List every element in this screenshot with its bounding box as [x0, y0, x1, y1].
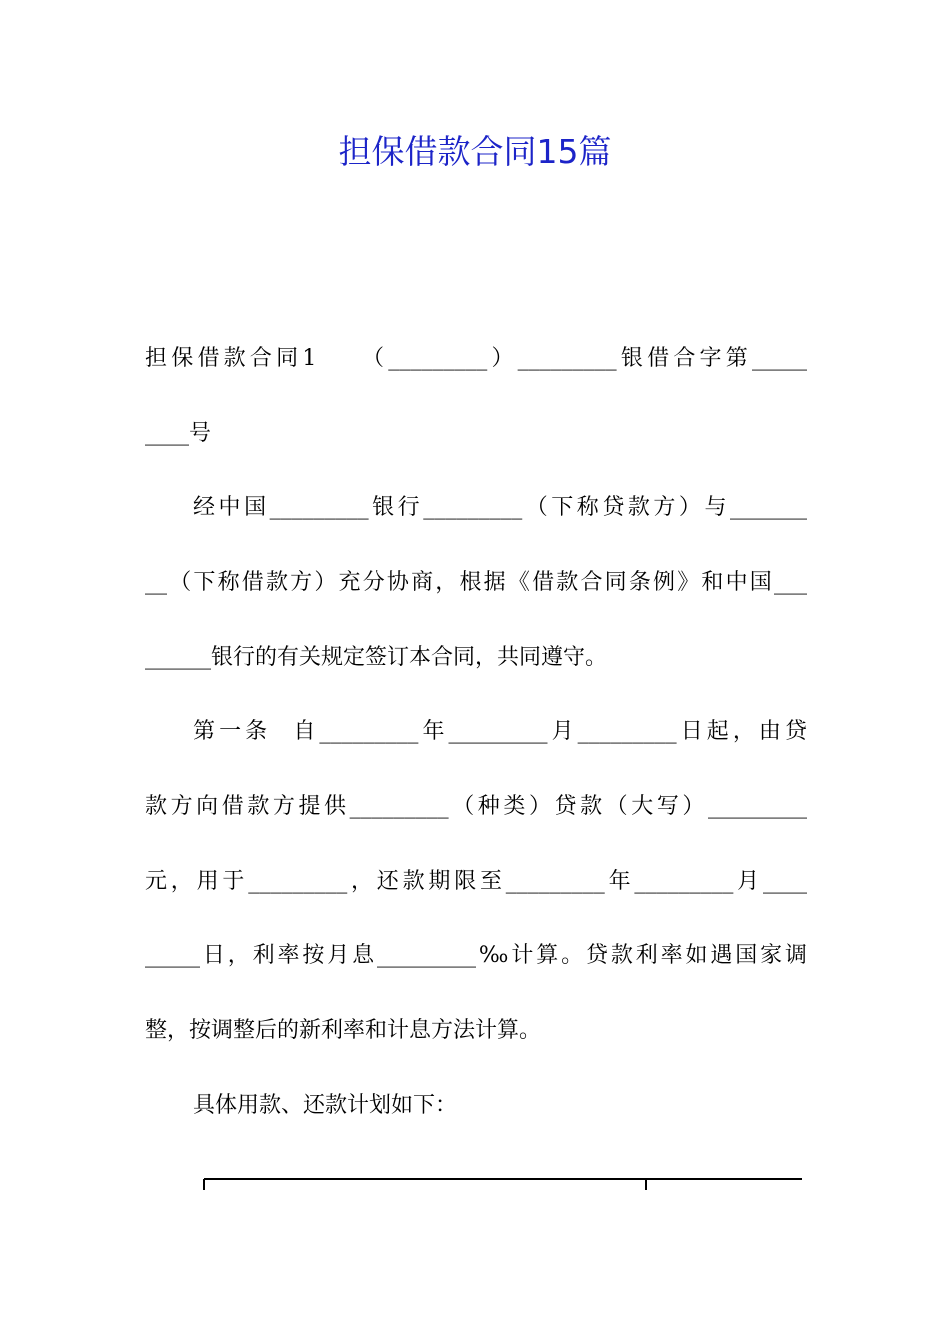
- paragraph-line: 经中国_________银行_________（下称贷款方）与_______: [193, 495, 807, 520]
- paragraph-line: ______银行的有关规定签订本合同，共同遵守。: [145, 645, 608, 670]
- table-top-border: [203, 1176, 803, 1190]
- paragraph-line: 整，按调整后的新利率和计息方法计算。: [145, 1018, 542, 1043]
- contract-number-line: ____号: [145, 421, 212, 446]
- article-one-line: 第一条 自_________年_________月_________日起，由贷: [193, 719, 807, 744]
- contract-header-line: 担保借款合同1 （_________）_________银借合字第_____: [145, 346, 807, 371]
- paragraph-line: __（下称借款方）充分协商，根据《借款合同条例》和中国___: [145, 570, 807, 595]
- plan-intro-line: 具体用款、还款计划如下：: [193, 1093, 458, 1118]
- paragraph-line: 款方向借款方提供_________（种类）贷款（大写）_________: [145, 794, 807, 819]
- paragraph-line: _____日，利率按月息_________‰计算。贷款利率如遇国家调: [145, 943, 807, 968]
- document-title: 担保借款合同15篇: [338, 132, 612, 171]
- paragraph-line: 元，用于_________，还款期限至_________年_________月____: [145, 869, 807, 894]
